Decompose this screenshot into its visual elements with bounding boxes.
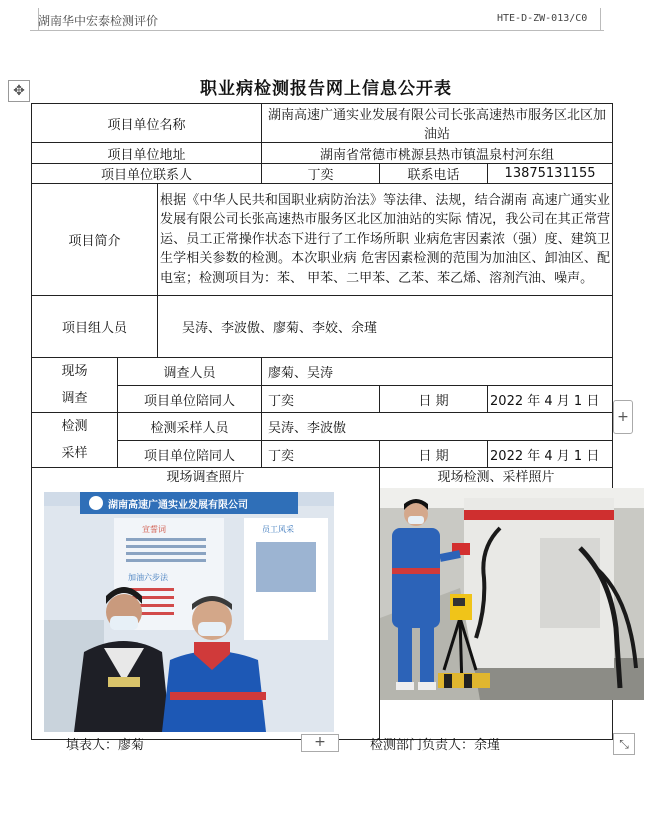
filler-label: 填表人：廖菊: [66, 738, 145, 753]
sampler-label: 检测采样人员: [118, 413, 262, 441]
team-value: 吴涛、李波傲、廖菊、李姣、余瑾: [158, 296, 613, 358]
sampling-group-label-2: 采样: [61, 446, 88, 461]
banner-text: 湖南高速广通实业发展有限公司: [108, 500, 248, 511]
header-rule: [30, 30, 604, 31]
sampling-photo-cell: [380, 468, 613, 740]
phone-value: 13875131155: [488, 164, 613, 184]
project-address-label: 项目单位地址: [32, 143, 262, 164]
sampling-group-label-1: 检测: [61, 419, 88, 434]
header-margin-mark-right: [600, 8, 601, 30]
header-company: 湖南华中宏泰检测评价: [38, 14, 159, 28]
survey-group-label-1: 现场: [61, 364, 88, 379]
intro-label: 项目简介: [32, 184, 158, 296]
survey-companion-value: 丁奕: [262, 386, 380, 413]
survey-date-value: 2022 年 4 月 1 日: [488, 386, 613, 413]
table-resize-handle-icon[interactable]: ⤡: [613, 733, 635, 755]
survey-photo-image: [44, 492, 334, 732]
investigator-label: 调查人员: [118, 358, 262, 386]
survey-group-label: [32, 358, 118, 413]
project-name-label: 项目单位名称: [32, 104, 262, 143]
board-steps-title: 加油六步法: [128, 573, 168, 582]
sampling-companion-value: 丁奕: [262, 441, 380, 468]
sampling-date-value: 2022 年 4 月 1 日: [488, 441, 613, 468]
project-address-value: 湖南省常德市桃源县热市镇温泉村河东组: [262, 143, 613, 164]
sampling-companion-label: 项目单位陪同人: [118, 441, 262, 468]
survey-group-label-2: 调查: [61, 391, 88, 406]
sampling-photo-title: 现场检测、采样照片: [437, 470, 555, 485]
investigator-value: 廖菊、吴涛: [262, 358, 613, 386]
page-title: 职业病检测报告网上信息公开表: [200, 79, 452, 99]
contact-label: 项目单位联系人: [32, 164, 262, 184]
table-move-handle-icon[interactable]: ✥: [8, 80, 30, 102]
survey-photo: [44, 492, 334, 732]
project-name-value: 湖南高速广通实业发展有限公司长张高速热市服务区北区加油站: [262, 104, 613, 143]
header-doc-code: HTE-D-ZW-013/C0: [497, 13, 588, 24]
intro-value: 根据《中华人民共和国职业病防治法》等法律、法规，结合湖南 高速广通实业发展有限公司长张高速热市服务区北区加油站的实际 情况，我公司在其正常营运、员工正常操作状态下进行了工作场所职 业病危害因素浓（强）度、建筑卫生学相关参数的检测。本次职业病 危害因素检测的范围为加油区、卸油区、配电室；检测项目为：苯、 甲苯、二甲苯、乙苯、苯乙烯、溶剂汽油、噪声。: [158, 184, 613, 296]
contact-value: 丁奕: [262, 164, 380, 184]
survey-companion-label: 项目单位陪同人: [118, 386, 262, 413]
survey-photo-cell: [32, 468, 380, 740]
add-column-plus-icon[interactable]: +: [613, 400, 633, 434]
board-left-title: 宣誓词: [142, 525, 166, 534]
team-label: 项目组人员: [32, 296, 158, 358]
phone-label: 联系电话: [380, 164, 488, 184]
survey-photo-title: 现场调查照片: [166, 470, 245, 485]
board-right-title: 员工风采: [262, 525, 294, 534]
survey-date-label: 日 期: [380, 386, 488, 413]
sampling-group-label: [32, 413, 118, 468]
dept-head-label: 检测部门负责人：余瑾: [370, 738, 501, 753]
info-table: [31, 103, 613, 740]
add-row-plus-icon[interactable]: +: [301, 734, 339, 752]
sampling-date-label: 日 期: [380, 441, 488, 468]
sampling-photo-image: [380, 488, 644, 700]
sampler-value: 吴涛、李波傲: [262, 413, 613, 441]
sampling-photo: [380, 488, 644, 700]
